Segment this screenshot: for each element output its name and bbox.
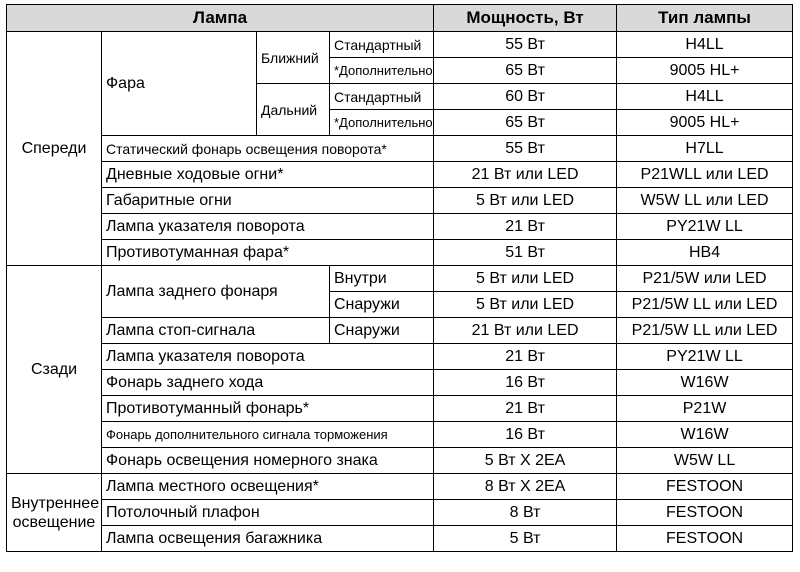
group-front: Спереди	[7, 32, 102, 266]
variant-label: *Дополнительно	[330, 110, 434, 136]
high-beam-label: Дальний	[257, 84, 330, 136]
variant-label: Стандартный	[330, 32, 434, 58]
power-cell: 8 Вт X 2EA	[434, 474, 617, 500]
header-power: Мощность, Вт	[434, 5, 617, 32]
power-cell: 16 Вт	[434, 370, 617, 396]
type-cell: W5W LL или LED	[617, 188, 793, 214]
table-row	[7, 344, 793, 370]
table-row	[7, 214, 793, 240]
type-cell: H4LL	[617, 32, 793, 58]
type-cell: HB4	[617, 240, 793, 266]
type-cell: FESTOON	[617, 526, 793, 552]
type-cell: P21/5W LL или LED	[617, 292, 793, 318]
low-beam-label: Ближний	[257, 32, 330, 84]
variant-label: Стандартный	[330, 84, 434, 110]
table-row	[7, 162, 793, 188]
type-cell: FESTOON	[617, 474, 793, 500]
type-cell: 9005 HL+	[617, 58, 793, 84]
power-cell: 60 Вт	[434, 84, 617, 110]
table-row	[7, 474, 793, 500]
item-name: Статический фонарь освещения поворота*	[102, 136, 434, 162]
tail-lamp-label: Лампа заднего фонаря	[102, 266, 330, 318]
type-cell: PY21W LL	[617, 344, 793, 370]
item-name: Противотуманная фара*	[102, 240, 434, 266]
table-row	[7, 422, 793, 448]
type-cell: W16W	[617, 370, 793, 396]
group-rear: Сзади	[7, 266, 102, 474]
headlight-label: Фара	[102, 32, 257, 136]
table-row	[7, 448, 793, 474]
table-row	[7, 136, 793, 162]
power-cell: 5 Вт или LED	[434, 266, 617, 292]
item-name: Лампа местного освещения*	[102, 474, 434, 500]
power-cell: 21 Вт	[434, 214, 617, 240]
type-cell: W16W	[617, 422, 793, 448]
table-row	[7, 188, 793, 214]
type-cell: 9005 HL+	[617, 110, 793, 136]
power-cell: 55 Вт	[434, 136, 617, 162]
bulb-spec-table	[6, 4, 793, 552]
power-cell: 21 Вт или LED	[434, 318, 617, 344]
header-lamp: Лампа	[7, 5, 434, 32]
table-row	[7, 526, 793, 552]
type-cell: FESTOON	[617, 500, 793, 526]
power-cell: 5 Вт X 2EA	[434, 448, 617, 474]
power-cell: 51 Вт	[434, 240, 617, 266]
power-cell: 5 Вт	[434, 526, 617, 552]
item-name: Лампа указателя поворота	[102, 344, 434, 370]
power-cell: 8 Вт	[434, 500, 617, 526]
position-label: Снаружи	[330, 318, 434, 344]
table-row	[7, 318, 793, 344]
power-cell: 65 Вт	[434, 110, 617, 136]
position-label: Внутри	[330, 266, 434, 292]
item-name: Лампа указателя поворота	[102, 214, 434, 240]
item-name: Фонарь освещения номерного знака	[102, 448, 434, 474]
item-name: Лампа стоп-сигнала	[102, 318, 330, 344]
item-name: Фонарь заднего хода	[102, 370, 434, 396]
power-cell: 21 Вт	[434, 396, 617, 422]
type-cell: PY21W LL	[617, 214, 793, 240]
table-row	[7, 32, 793, 58]
power-cell: 65 Вт	[434, 58, 617, 84]
type-cell: H4LL	[617, 84, 793, 110]
header-type: Тип лампы	[617, 5, 793, 32]
power-cell: 55 Вт	[434, 32, 617, 58]
type-cell: W5W LL	[617, 448, 793, 474]
table-row	[7, 500, 793, 526]
item-name: Габаритные огни	[102, 188, 434, 214]
table-row	[7, 266, 793, 292]
table-row	[7, 396, 793, 422]
item-name: Фонарь дополнительного сигнала торможения	[102, 422, 434, 448]
item-name: Противотуманный фонарь*	[102, 396, 434, 422]
variant-label: *Дополнительно	[330, 58, 434, 84]
type-cell: P21W	[617, 396, 793, 422]
type-cell: P21/5W или LED	[617, 266, 793, 292]
type-cell: P21/5W LL или LED	[617, 318, 793, 344]
item-name: Потолочный плафон	[102, 500, 434, 526]
power-cell: 21 Вт или LED	[434, 162, 617, 188]
table-row	[7, 240, 793, 266]
type-cell: H7LL	[617, 136, 793, 162]
type-cell: P21WLL или LED	[617, 162, 793, 188]
power-cell: 21 Вт	[434, 344, 617, 370]
power-cell: 5 Вт или LED	[434, 292, 617, 318]
item-name: Лампа освещения багажника	[102, 526, 434, 552]
group-interior: Внутреннее освещение	[7, 474, 102, 552]
power-cell: 5 Вт или LED	[434, 188, 617, 214]
power-cell: 16 Вт	[434, 422, 617, 448]
table-row	[7, 370, 793, 396]
position-label: Снаружи	[330, 292, 434, 318]
item-name: Дневные ходовые огни*	[102, 162, 434, 188]
header-row	[7, 5, 793, 32]
